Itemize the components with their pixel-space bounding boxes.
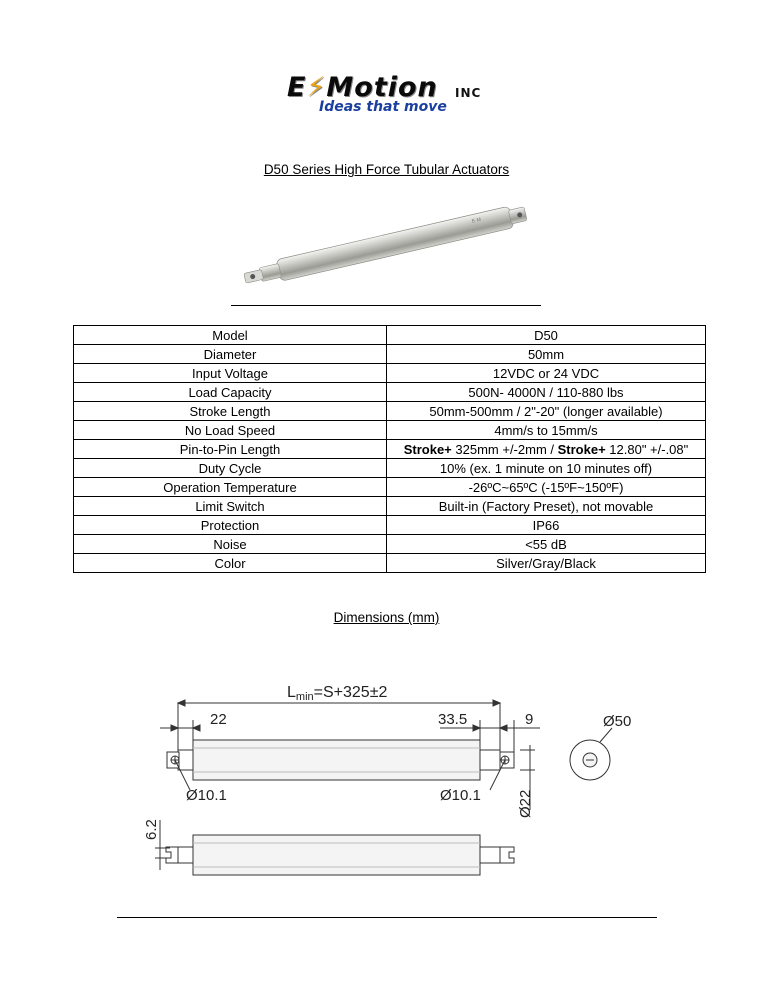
table-row: Protection IP66 xyxy=(74,516,706,535)
dim-22: 22 xyxy=(210,711,227,728)
table-row: Color Silver/Gray/Black xyxy=(74,554,706,573)
dim-33-5: 33.5 xyxy=(438,711,468,728)
table-row: Input Voltage 12VDC or 24 VDC xyxy=(74,364,706,383)
dim-22-vertical: Ø22 xyxy=(517,789,534,818)
table-row: Limit Switch Built-in (Factory Preset), not movable xyxy=(74,497,706,516)
dim-9: 9 xyxy=(525,711,534,728)
dimension-drawing xyxy=(0,660,773,940)
dim-10-1-left: Ø10.1 xyxy=(186,787,227,804)
table-row: Pin-to-Pin Length Stroke+ 325mm +/-2mm / Stroke+ 12.80" +/-.08" xyxy=(74,440,706,459)
divider xyxy=(231,305,541,306)
dim-10-1-right: Ø10.1 xyxy=(440,787,481,804)
table-row: Load Capacity 500N- 4000N / 110-880 lbs xyxy=(74,383,706,402)
table-row: No Load Speed 4mm/s to 15mm/s xyxy=(74,421,706,440)
table-row: Model D50 xyxy=(74,326,706,345)
logo-suffix: INC xyxy=(455,86,482,100)
dimensions-title: Dimensions (mm) xyxy=(333,610,440,625)
pin-to-pin-value: Stroke+ 325mm +/-2mm / Stroke+ 12.80" +/-.08" xyxy=(387,440,706,459)
footer-divider xyxy=(117,917,657,918)
logo-tagline: Ideas that move xyxy=(319,99,447,115)
lmin-label: Lmin=S+325±2 xyxy=(287,684,388,703)
table-row: Stroke Length 50mm-500mm / 2"-20" (longer available) xyxy=(74,402,706,421)
dim-50: Ø50 xyxy=(603,713,632,730)
table-row: Operation Temperature -26ºC~65ºC (-15ºF~150ºF) xyxy=(74,478,706,497)
company-logo: E⚡Motion xyxy=(287,72,438,103)
svg-text:E·M: E·M xyxy=(471,216,482,225)
lightning-bolt-icon: ⚡ xyxy=(306,72,327,103)
table-row: Noise <55 dB xyxy=(74,535,706,554)
document-title: D50 Series High Force Tubular Actuators xyxy=(263,162,510,177)
specification-table xyxy=(73,325,706,573)
dim-6-2: 6.2 xyxy=(143,819,160,840)
tubular-actuator-image xyxy=(235,195,535,295)
table-row: Diameter 50mm xyxy=(74,345,706,364)
table-row: Duty Cycle 10% (ex. 1 minute on 10 minutes off) xyxy=(74,459,706,478)
